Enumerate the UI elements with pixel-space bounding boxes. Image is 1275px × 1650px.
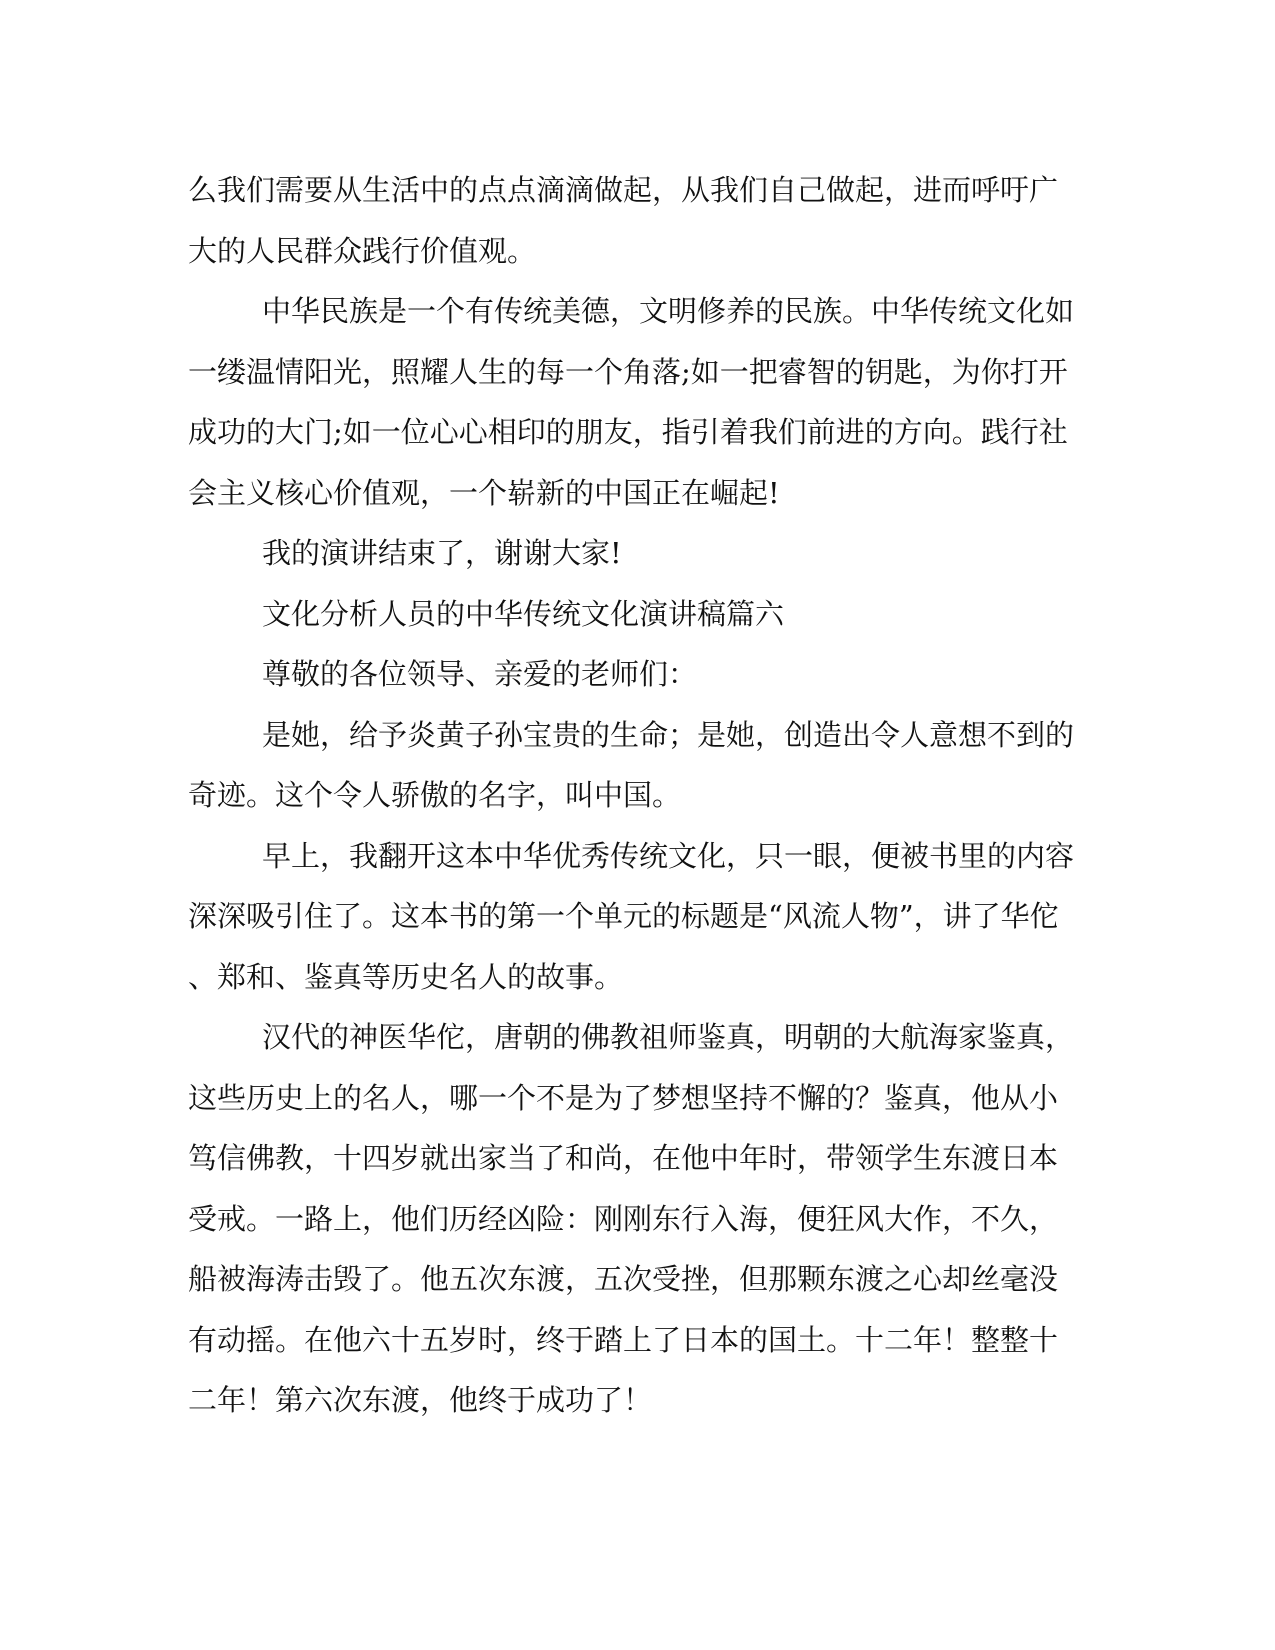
- section-heading: 文化分析人员的中华传统文化演讲稿篇六: [262, 596, 785, 631]
- paragraph-start-line: 是她，给予炎黄子孙宝贵的生命；是她，创造出令人意想不到的: [262, 717, 1075, 752]
- text-line: 受戒。一路上，他们历经凶险：刚刚东行入海，便狂风大作，不久，: [188, 1201, 1059, 1236]
- text-line: 深深吸引住了。这本书的第一个单元的标题是“风流人物”，讲了华佗: [188, 899, 1059, 933]
- text-line: 笃信佛教，十四岁就出家当了和尚，在他中年时，带领学生东渡日本: [188, 1141, 1059, 1175]
- text-line: 一缕温情阳光，照耀人生的每一个角落;如一把睿智的钥匙，为你打开: [188, 354, 1068, 389]
- document-body: [188, 160, 1088, 1431]
- text-line: 、郑和、鉴真等历史名人的故事。: [188, 959, 624, 994]
- text-line: 二年！第六次东渡，他终于成功了！: [188, 1383, 653, 1417]
- paragraph-start-line: 汉代的神医华佗，唐朝的佛教祖师鉴真，明朝的大航海家鉴真，: [262, 1020, 1075, 1054]
- paragraph-start-line: 我的演讲结束了，谢谢大家!: [262, 536, 622, 570]
- paragraph-start-line: 早上，我翻开这本中华优秀传统文化，只一眼，便被书里的内容: [262, 838, 1075, 873]
- text-line: 成功的大门;如一位心心相印的朋友，指引着我们前进的方向。践行社: [188, 415, 1068, 449]
- paragraph-start-line: 中华民族是一个有传统美德，文明修养的民族。中华传统文化如: [262, 294, 1075, 328]
- text-line: 这些历史上的名人，哪一个不是为了梦想坚持不懈的？鉴真，他从小: [188, 1080, 1059, 1115]
- text-line: 奇迹。这个令人骄傲的名字，叫中国。: [188, 778, 682, 812]
- text-line: 船被海涛击毁了。他五次东渡，五次受挫，但那颗东渡之心却丝毫没: [188, 1262, 1059, 1296]
- text-line: 有动摇。在他六十五岁时，终于踏上了日本的国土。十二年！整整十: [188, 1322, 1059, 1357]
- text-line: 大的人民群众践行价值观。: [188, 233, 537, 268]
- salutation-line: 尊敬的各位领导、亲爱的老师们：: [262, 657, 698, 691]
- text-line: 会主义核心价值观，一个崭新的中国正在崛起!: [188, 475, 780, 510]
- text-line: 么我们需要从生活中的点点滴滴做起，从我们自己做起，进而呼吁广: [188, 173, 1059, 207]
